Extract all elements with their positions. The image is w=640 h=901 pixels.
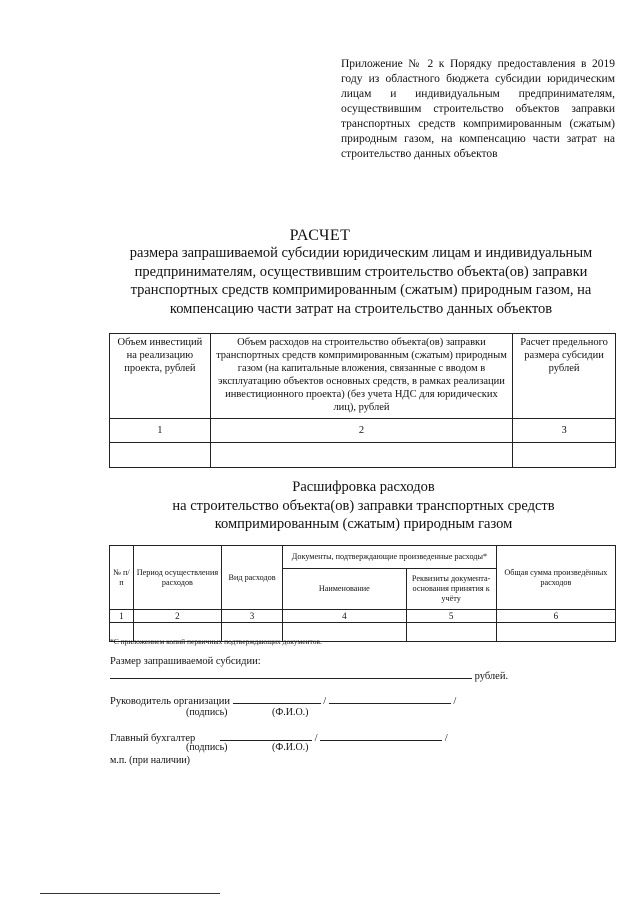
footer-rule xyxy=(40,893,220,894)
table-number-row xyxy=(110,610,616,623)
expenses-table xyxy=(109,545,616,642)
section-heading xyxy=(110,478,617,534)
subsidy-amount-field[interactable] xyxy=(110,668,472,679)
header-doc-details: Реквизиты документа-основания принятия к учёту xyxy=(406,569,496,610)
head-name-field[interactable] xyxy=(329,693,451,704)
document-subtitle: размера запрашиваемой субсидии юридическим лицам и индивидуальным предпринимателям, осуществившим строительство объекта(ов) заправки транспортных средств компримированным (сжатым) природным газом, на компенсацию части затрат на строительство данных объектов xyxy=(129,245,593,317)
header-period: Период осуществления расходов xyxy=(133,546,221,610)
column-number: 3 xyxy=(221,610,282,623)
column-number: 2 xyxy=(210,419,512,443)
accountant-name-field[interactable] xyxy=(320,730,442,741)
header-doc-name: Наименование xyxy=(283,569,406,610)
slash: / xyxy=(314,733,318,744)
empty-cell[interactable] xyxy=(110,443,211,468)
stamp-note: м.п. (при наличии) xyxy=(110,755,190,766)
column-number: 1 xyxy=(110,610,134,623)
empty-cell[interactable] xyxy=(513,443,616,468)
column-number: 6 xyxy=(496,610,615,623)
signature-hint: (подпись) xyxy=(186,707,228,718)
accountant-signature-field[interactable] xyxy=(220,730,312,741)
head-signature-field[interactable] xyxy=(233,693,321,704)
document-title: РАСЧЕТ xyxy=(289,227,351,244)
header-investment: Объем инвестиций на реализацию проекта, рублей xyxy=(110,334,211,419)
column-number: 4 xyxy=(283,610,406,623)
rubles-label: рублей. xyxy=(474,671,509,682)
annex-note: Приложение № 2 к Порядку предоставления в 2019 году из областного бюджета субсидии юридическим лицам и индивидуальным предпринимателям, осуществившим строительство объектов заправки транспортных средств компримированным (сжатым) природным газом, на компенсацию части затрат на строительство данных объектов xyxy=(341,58,615,160)
header-number: № п/п xyxy=(110,546,134,610)
header-expenses: Объем расходов на строительство объекта(ов) заправки транспортных средств компримированным (сжатым) природным газом (на капитальные вложения, связанные с вводом в эксплуатацию объектов основных средств, в рамках реализации инвестиционного проекта) (без учета НДС для юридических лиц), рублей xyxy=(210,334,512,419)
header-type: Вид расходов xyxy=(221,546,282,610)
calculation-table xyxy=(109,333,616,468)
head-signature-line xyxy=(110,693,456,707)
section-title: Расшифровка расходов xyxy=(292,479,435,495)
table-number-row xyxy=(110,419,616,443)
empty-cell[interactable] xyxy=(406,623,496,642)
head-label: Руководитель организации xyxy=(110,696,230,707)
header-total: Общая сумма произведённых расходов xyxy=(496,546,615,610)
header-documents: Документы, подтверждающие произведенные расходы* xyxy=(283,546,497,569)
footnote: *С приложением копий первичных подтверждающих документов. xyxy=(110,637,322,646)
section-subtitle: на строительство объекта(ов) заправки транспортных средств компримированным (сжатым) природным газом xyxy=(172,497,555,532)
slash: / xyxy=(444,733,448,744)
table-empty-row xyxy=(110,443,616,468)
header-subsidy-limit: Расчет предельного размера субсидии рублей xyxy=(513,334,616,419)
name-hint: (Ф.И.О.) xyxy=(272,707,309,718)
column-number: 5 xyxy=(406,610,496,623)
empty-cell[interactable] xyxy=(496,623,615,642)
slash: / xyxy=(453,696,457,707)
slash: / xyxy=(323,696,327,707)
subsidy-label: Размер запрашиваемой субсидии: xyxy=(110,656,261,667)
signature-hint: (подпись) xyxy=(186,742,228,753)
column-number: 1 xyxy=(110,419,211,443)
accountant-label: Главный бухгалтер xyxy=(110,733,196,744)
name-hint: (Ф.И.О.) xyxy=(272,742,309,753)
table-header-row xyxy=(110,546,616,569)
empty-cell[interactable] xyxy=(210,443,512,468)
subsidy-amount-line xyxy=(110,668,508,682)
table-header-row xyxy=(110,334,616,419)
column-number: 3 xyxy=(513,419,616,443)
column-number: 2 xyxy=(133,610,221,623)
